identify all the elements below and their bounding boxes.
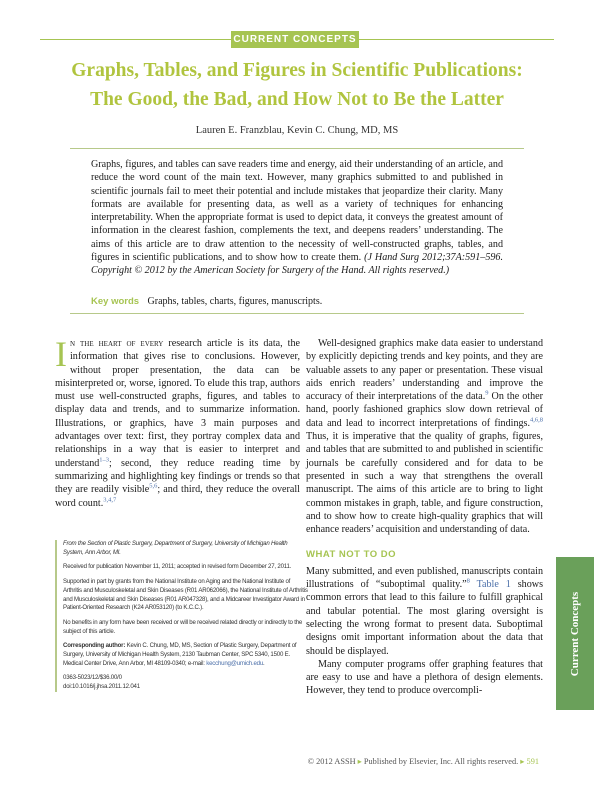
- intro-text-a: research article is its data, the information that gives rise to conclusions. However, without proper presentation, the data can be misinterpreted or, worse, ignored. To elude this trap, authors must use well-constructed graphs, figures, and tables to display data and trends, and to summarize information. Illustrations, or graphics, have 3 main purposes and advantages over text: first, they portray complex data and relationships in a way that is easier to interpret and understand: [55, 338, 300, 469]
- footer-copyright: © 2012 ASSH: [307, 757, 356, 766]
- body-text-a: Well-designed graphics make data easier to understand by explicitly depicting trends and key points, and they are valuable assets to any paper or presentation. These visual aids enrich readers’ understanding and improve the accuracy of their interpretations of the data.: [306, 338, 543, 403]
- article-title: [40, 56, 554, 114]
- body-paragraph: [306, 565, 543, 658]
- intro-text-b: ; second, they reduce reading time by summarizing and highlighting key findings or trends so that they are readily visible: [55, 457, 300, 496]
- abstract: [91, 158, 503, 278]
- corresponding-text: Kevin C. Chung, MD, MS, Section of Plastic Surgery, Department of Surgery, University of Michigan Health System, 2130 Taubman Center, SPC 5340, 1500 E. Medical Center Drive, Ann Arbor, MI 48109-0340; e-mail:: [63, 642, 297, 667]
- ref-superscript[interactable]: 5,6: [149, 482, 158, 490]
- body-paragraph: Many computer programs offer graphing features that are easy to use and have a plethora of design elements. However, they tend to produce overcompli-: [306, 658, 543, 697]
- side-tab: [556, 557, 594, 710]
- abstract-citation: (J Hand Surg 2012;37A:591–596. Copyright © 2012 by the American Society for Surgery of the Hand. All rights reserved.): [91, 252, 503, 277]
- section-label: CURRENT CONCEPTS: [231, 31, 359, 48]
- footer-separator: ▸: [520, 757, 525, 766]
- ref-superscript[interactable]: 8: [466, 577, 470, 585]
- intro-paragraph: [55, 334, 300, 510]
- corresponding-label: Corresponding author:: [63, 642, 126, 650]
- body-text-e: shows common errors that lead to this failure to fulfill graphical and tabular potential. The most glaring oversight is selecting the wrong format to present data. Suboptimal designs omit important information about the data that should be displayed.: [306, 579, 543, 657]
- body-text-b: On the other hand, poorly fashioned graphics slow down retrieval of data and lead to incorrect interpretations of findings.: [306, 391, 543, 429]
- ref-superscript[interactable]: 3,4,7: [103, 496, 117, 504]
- title-line-1: Graphs, Tables, and Figures in Scientific Publications:: [71, 60, 523, 81]
- benefits-note: No benefits in any form have been received or will be received related directly or indirectly to the subject of this article.: [63, 618, 303, 635]
- page-number: 591: [526, 757, 539, 766]
- footer-publisher: Published by Elsevier, Inc. All rights reserved.: [363, 757, 519, 766]
- keywords: [91, 296, 322, 307]
- keywords-text: Graphs, tables, charts, figures, manuscripts.: [147, 296, 323, 307]
- abstract-text: Graphs, figures, and tables can save readers time and energy, aid their understanding of an article, and reduce the word count of the main text. However, many graphics submitted to and published in scientific journals fail to meet their potential and include mistakes that jeopardize their clarity. Many formats are available for presenting data, as well as a variety of techniques for enhancing interpretability. When the appropriate format is used to depict data, it conveys the greatest amount of information in the clearest fashion, complements the text, and deepens readers’ understanding. The aims of this article are to draw attention to the necessity of well-constructed graphs, tables, and figures in scientific publications, and to show how to create them.: [91, 159, 503, 264]
- body-text-d: Many submitted, and even published, manuscripts contain illustrations of “suboptimal quality.”: [306, 565, 543, 591]
- support-note: Supported in part by grants from the National Institute on Aging and the National Institute of Arthritis and Musculoskeletal and Skin Diseases (R01 AR062066), the National Institute of Arthritis and Musculoskeletal and Skin Diseases (R01 AR047328), and a Midcareer Investigator Award in Patient-Oriented Research (K24 AR053120) (to K.C.C.).: [63, 578, 308, 612]
- body-text-c: Thus, it is imperative that the quality of graphs, figures, and tables that are submitted to and published in scientific journals be carefully considered and for data to be presented in such a way that strengthens the overall manuscript. The aims of this article are to bring to light common mistakes in graph, table, and figure construction, and to show how to create high-quality graphics that will enhance readers’ acquisition and understanding of data.: [306, 431, 543, 536]
- abstract-top-rule: [70, 148, 524, 149]
- ref-superscript[interactable]: 4,6,8: [530, 416, 543, 424]
- left-column: [55, 334, 300, 510]
- received-note: Received for publication November 11, 2011; accepted in revised form December 27, 2011.: [63, 563, 292, 571]
- article-codes: [63, 674, 308, 691]
- body-paragraph: [306, 337, 543, 536]
- intro-smallcaps: n the heart of every: [70, 338, 164, 349]
- drop-cap: I: [55, 334, 67, 374]
- right-column: [306, 337, 543, 698]
- side-tab-label: Current Concepts: [569, 591, 581, 676]
- footer-separator: ▸: [357, 757, 362, 766]
- article-notes: [55, 540, 308, 692]
- page-footer: [308, 756, 539, 766]
- table-link[interactable]: Table 1: [469, 579, 511, 591]
- title-line-2: The Good, the Bad, and How Not to Be the Latter: [90, 89, 504, 110]
- abstract-bottom-rule: [70, 313, 524, 314]
- section-heading: WHAT NOT TO DO: [306, 549, 397, 561]
- authors: Lauren E. Franzblau, Kevin C. Chung, MD, MS: [195, 125, 399, 136]
- ref-superscript[interactable]: 9: [485, 389, 489, 397]
- issn-code: 0363-5023/12/$36.00/0: [63, 674, 122, 682]
- corresponding-note: [63, 642, 308, 668]
- affiliation-note: From the Section of Plastic Surgery, Department of Surgery, University of Michigan Health System, Ann Arbor, MI.: [63, 540, 288, 556]
- doi-code: doi:10.1016/j.jhsa.2011.12.041: [63, 683, 140, 691]
- corresponding-end: .: [263, 659, 265, 667]
- intro-text-c: ; and third, they reduce the overall word count.: [55, 484, 300, 509]
- keywords-label: Key words: [91, 296, 140, 307]
- ref-superscript[interactable]: 1–3: [99, 456, 110, 464]
- email-link[interactable]: kecchung@umich.edu: [206, 659, 264, 667]
